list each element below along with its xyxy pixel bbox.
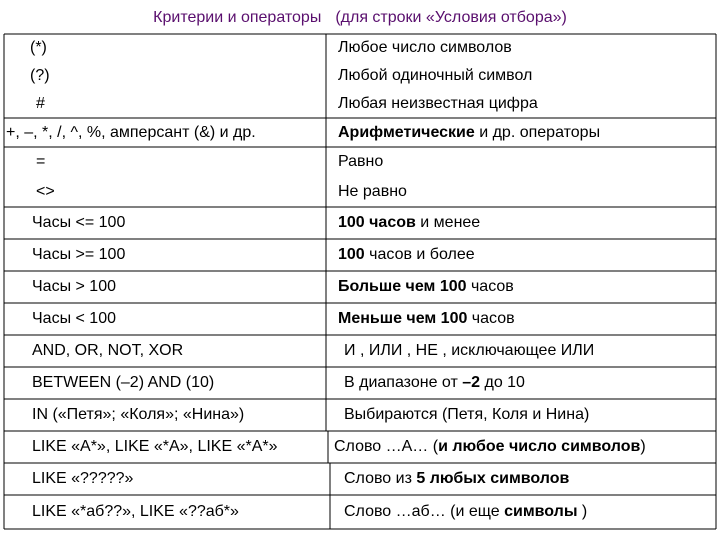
cell-bold-text: Больше чем 100 [338,278,467,295]
cell-bold-text: и любое число символов [438,438,641,455]
table-row-right [334,431,646,463]
table-row-right: Любой одиночный символ [338,67,533,84]
cell-text: Слово …А… ( [334,438,439,455]
table-row-left: AND, OR, NOT, XOR [32,342,184,359]
table-row-left: Часы > 100 [32,278,116,295]
cell-bold-text: –2 [462,374,481,391]
table-row-left: Часы >= 100 [32,246,126,263]
table-row-right: Любое число символов [338,39,512,56]
cell-text: Слово …аб… (и еще [344,503,505,520]
cell-bold-text: 100 часов [338,214,416,231]
table-row-left: +, –, *, /, ^, %, амперсант (&) и др. [6,123,256,141]
table-row-left: BETWEEN (–2) AND (10) [32,374,215,391]
cell-text: Слово из [344,470,417,487]
cell-text: часов [467,310,515,327]
cell-text: и др. операторы [474,123,601,141]
title-subtitle: (для строки «Условия отбора») [335,9,567,26]
table-row-right [338,207,480,239]
cell-bold-text: 5 любых символов [416,470,570,487]
table-row-left: (*) [30,39,47,56]
cell-text: до 10 [480,374,525,391]
cell-text: ) [577,503,588,520]
table-row-right: Не равно [338,182,407,200]
table-row-right [338,271,514,303]
table-row-right [344,495,587,529]
cell-bold-text: символы [504,503,578,520]
table-row-left: Часы < 100 [32,310,116,327]
table-row-left: = [36,152,46,170]
table-row-left: IN («Петя»; «Коля»; «Нина») [32,406,245,423]
cell-text: часов [466,278,514,295]
table-row-left: # [36,95,45,112]
cell-text: часов и более [364,246,475,263]
table-row-right: Выбираются (Петя, Коля и Нина) [344,406,590,423]
table-row-right [344,367,525,399]
table-row-right: И , ИЛИ , НЕ , исключающее ИЛИ [344,342,595,359]
table-row-left: Часы <= 100 [32,214,126,231]
table-row-right: Равно [338,152,384,170]
cell-bold-text: Арифметические [338,123,475,141]
cell-bold-text: Меньше чем 100 [338,310,468,327]
cell-bold-text: 100 [338,246,365,263]
table-row-left: LIKE «?????» [32,470,134,487]
table-row-left: LIKE «*аб??», LIKE «??аб*» [32,503,239,520]
table-row-left: <> [36,182,55,200]
table-row-right [344,463,569,495]
cell-text: В диапазоне от [344,374,463,391]
table-row-right: Любая неизвестная цифра [338,95,538,112]
table-row-right [338,118,600,147]
cell-text: ) [640,438,646,455]
slide-title [0,9,720,27]
cell-text: и менее [415,214,481,231]
title-main: Критерии и операторы [153,9,322,26]
table-row-left: LIKE «А*», LIKE «*А», LIKE «*А*» [32,438,278,455]
table-row-right [338,239,475,271]
table-row-right [338,303,515,335]
table-row-left: (?) [30,67,50,84]
